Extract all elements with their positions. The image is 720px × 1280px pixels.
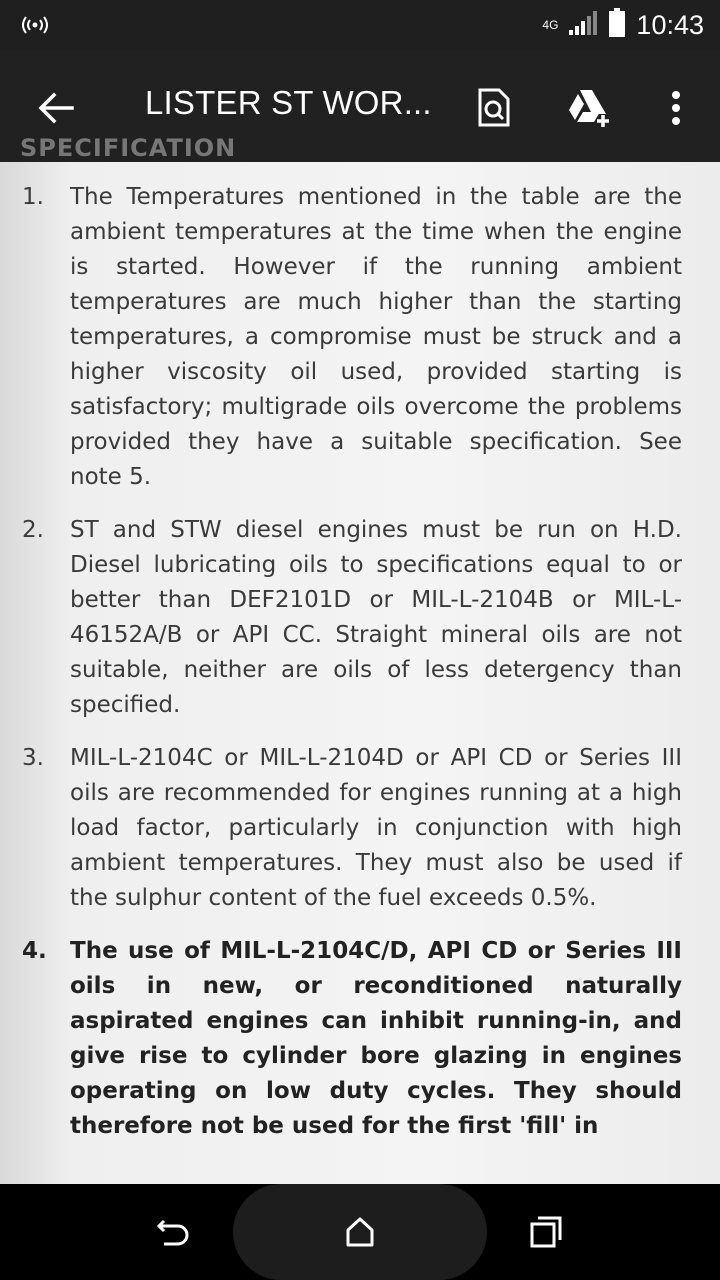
more-vert-icon[interactable] xyxy=(648,80,704,136)
hotspot-icon xyxy=(20,13,50,41)
network-type-label: 4G xyxy=(542,17,559,32)
item-text: ST and STW diesel engines must be run on H.D. Diesel lubricating oils to specifications equal to or better than DEF2101D or MIL-L-2104B or MIL-L-46152A/B or API CC. Straight mineral oils are not suitable, neither are oils of less detergency than specified. xyxy=(70,517,682,718)
signal-icon xyxy=(568,10,598,40)
status-bar xyxy=(0,0,720,50)
arrow-back-icon[interactable] xyxy=(34,86,78,130)
list-item xyxy=(22,513,682,723)
list-item xyxy=(22,180,682,495)
nav-home-icon[interactable] xyxy=(340,1212,380,1252)
item-number: 3. xyxy=(22,745,44,771)
document-text xyxy=(22,180,682,1162)
navigation-bar xyxy=(0,1184,720,1280)
nav-back-icon[interactable] xyxy=(153,1212,193,1252)
clock: 10:43 xyxy=(636,9,704,40)
page-title: LISTER ST WOR... xyxy=(145,84,432,121)
item-number: 1. xyxy=(22,184,44,210)
document-header-clip: SPECIFICATION xyxy=(20,134,237,162)
item-text: The use of MIL-L-2104C/D, API CD or Series III oils in new, or reconditioned naturally aspirated engines can inhibit running-in, and give rise to cylinder bore glazing in engines operating on low duty cycles. They should therefore not be used for the first 'fill' in xyxy=(70,938,682,1139)
item-text: The Temperatures mentioned in the table are the ambient temperatures at the time when the engine is started. However if the running ambient temperatures are much higher than the starting temperatures, a compromise must be struck and a higher viscosity oil used, provided starting is satisfactory; multigrade oils overcome the problems provided they have a suitable specification. See note 5. xyxy=(70,184,682,490)
item-text: MIL-L-2104C or MIL-L-2104D or API CD or Series III oils are recommended for engines running at a high load factor, particularly in conjunction with high ambient temperatures. They must also be used if the sulphur content of the fuel exceeds 0.5%. xyxy=(70,745,682,911)
list-item xyxy=(22,934,682,1144)
document-search-icon[interactable] xyxy=(466,80,522,136)
drive-add-icon[interactable] xyxy=(562,80,618,136)
nav-recents-icon[interactable] xyxy=(526,1212,566,1252)
document-page[interactable] xyxy=(0,162,720,1184)
battery-icon xyxy=(608,8,626,42)
item-number: 4. xyxy=(22,938,47,964)
item-number: 2. xyxy=(22,517,44,543)
list-item xyxy=(22,741,682,916)
